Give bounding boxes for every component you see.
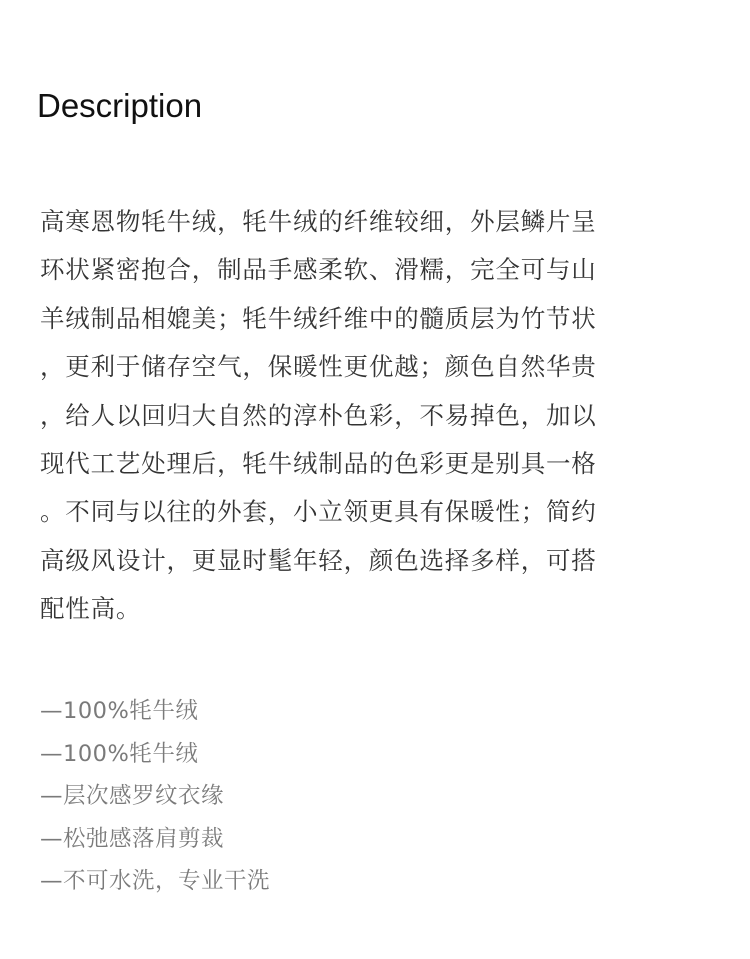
description-line: ，更利于储存空气，保暖性更优越；颜色自然华贵 (40, 352, 597, 382)
feature-item: —100%牦牛绒 (40, 740, 199, 767)
description-line: 环状紧密抱合，制品手感柔软、滑糯，完全可与山 (40, 255, 597, 285)
feature-item: —松弛感落肩剪裁 (40, 825, 225, 852)
description-line: 高寒恩物牦牛绒，牦牛绒的纤维较细，外层鳞片呈 (40, 207, 597, 236)
description-line: 现代工艺处理后，牦牛绒制品的色彩更是别具一格 (40, 448, 597, 478)
feature-item: —不可水洗，专业干洗 (40, 868, 271, 894)
feature-list (40, 690, 270, 903)
description-line: 配性高。 (40, 594, 142, 624)
section-title: Description (37, 87, 203, 124)
description-line: ，给人以回归大自然的淳朴色彩，不易掉色，加以 (40, 400, 597, 430)
description-paragraph (40, 198, 655, 634)
feature-item: —层次感罗纹衣缘 (40, 783, 225, 809)
description-line: 高级风设计，更显时髦年轻，颜色选择多样，可搭 (40, 545, 597, 575)
description-line: 羊绒制品相媲美；牦牛绒纤维中的髓质层为竹节状 (40, 303, 597, 333)
feature-item: —100%牦牛绒 (40, 698, 199, 724)
description-line: 。不同与以往的外套，小立领更具有保暖性；简约 (40, 497, 597, 527)
